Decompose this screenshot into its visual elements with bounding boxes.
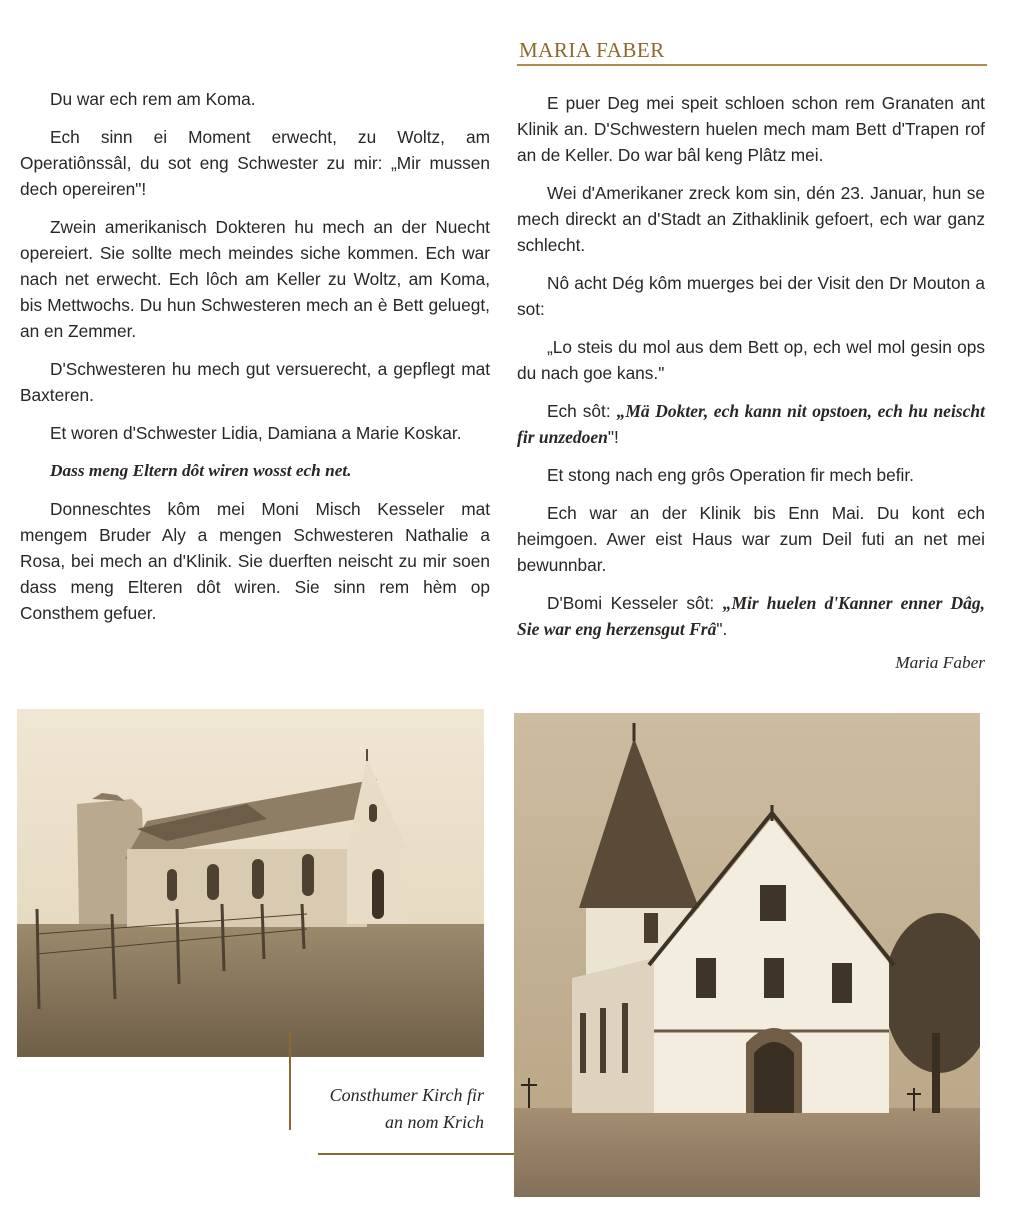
right-text-column — [517, 90, 985, 688]
section-title: MARIA FABER — [519, 38, 665, 62]
title-underline — [517, 64, 987, 66]
caption-rule-horizontal — [318, 1153, 514, 1155]
paragraph: Et stong nach eng grôs Operation fir mech befir. — [547, 465, 914, 485]
caption-line: an nom Krich — [385, 1112, 484, 1132]
quote-italic: „Mir huelen d'Kanner enner Dâg, Sie war eng herzensgut Frâ — [517, 593, 985, 639]
italic-paragraph: Dass meng Eltern dôt wiren wosst ech net. — [50, 461, 352, 480]
caption-rule-vertical — [289, 1032, 291, 1130]
paragraph: Nô acht Dég kôm muerges bei der Visit den Dr Mouton a sot: — [517, 273, 985, 319]
quote-end: ". — [716, 619, 728, 639]
quote-lead: D'Bomi Kesseler sôt: — [547, 593, 723, 613]
paragraph: Donneschtes kôm mei Moni Misch Kesseler mat mengem Bruder Aly a mengen Schwesteren Nathalie a Rosa, bei mech an d'Klinik. Sie duerften neischt zu mir soen dass meng Elteren dôt wiren. Sie sinn rem hèm op Consthem gefuer. — [20, 499, 490, 623]
paragraph: „Lo steis du mol aus dem Bett op, ech wel mol gesin ops du nach goe kans." — [517, 337, 985, 383]
photo-caption — [300, 1082, 484, 1136]
author-signature: Maria Faber — [895, 653, 985, 672]
paragraph: Ech sinn ei Moment erwecht, zu Woltz, am Operatiônssâl, du sot eng Schwester zu mir: „Mir mussen dech opereiren"! — [20, 127, 490, 199]
quote-lead: Ech sôt: — [547, 401, 617, 421]
quote-end: "! — [607, 427, 619, 447]
left-text-column — [20, 86, 490, 638]
church-rebuilt-illustration — [514, 713, 980, 1197]
paragraph: Wei d'Amerikaner zreck kom sin, dén 23. Januar, hun se mech direckt an d'Stadt an Zithaklinik gefoert, ech war ganz schlecht. — [517, 183, 985, 255]
paragraph: Du war ech rem am Koma. — [50, 89, 256, 109]
quote-italic: „Mä Dokter, ech kann nit opstoen, ech hu neischt fir unzedoen — [517, 401, 985, 447]
paragraph: Et woren d'Schwester Lidia, Damiana a Marie Koskar. — [50, 423, 462, 443]
caption-line: Consthumer Kirch fir — [329, 1085, 484, 1105]
photo-church-rebuilt — [514, 713, 980, 1197]
paragraph: E puer Deg mei speit schloen schon rem Granaten ant Klinik an. D'Schwestern huelen mech mam Bett d'Trapen rof an de Keller. Do war bâl keng Plâtz mei. — [517, 93, 985, 165]
paragraph: Zwein amerikanisch Dokteren hu mech an der Nuecht opereiert. Sie sollte mech meindes siche kommen. Ech war nach net erwecht. Ech lôch am Keller zu Woltz, am Koma, bis Mettwochs. Du hun Schwesteren mech an è Bett geluegt, an en Zemmer. — [20, 217, 490, 341]
church-damaged-illustration — [17, 709, 484, 1057]
quote-paragraph — [517, 398, 985, 450]
paragraph: D'Schwesteren hu mech gut versuerecht, a gepflegt mat Baxteren. — [20, 359, 490, 405]
photo-church-damaged — [17, 709, 484, 1057]
quote-paragraph — [517, 590, 985, 642]
paragraph: Ech war an der Klinik bis Enn Mai. Du kont ech heimgoen. Awer eist Haus war zum Deil futi an net mei bewunnbar. — [517, 503, 985, 575]
